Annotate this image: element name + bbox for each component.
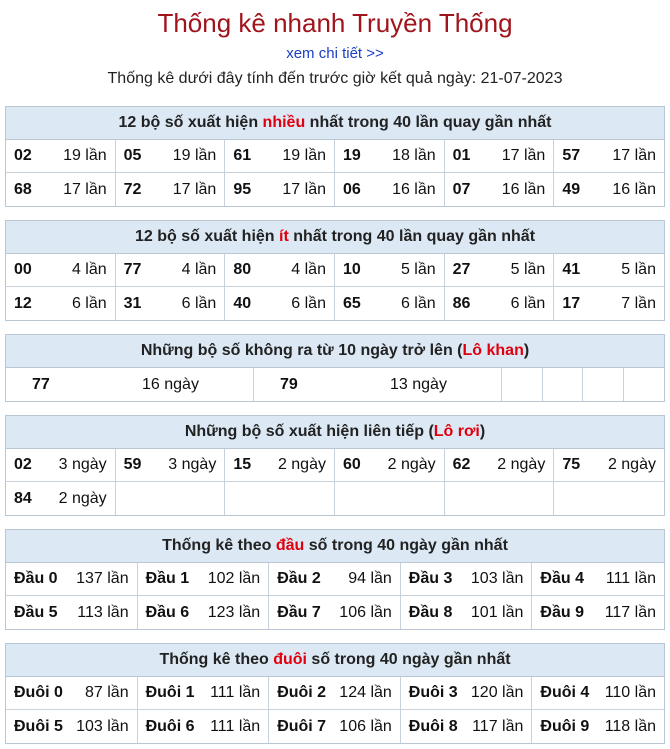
item-number: 60 <box>342 456 361 473</box>
item-count: 4 lần <box>71 261 107 278</box>
list-item <box>138 596 270 629</box>
item-count: 19 lần <box>63 147 107 164</box>
item-number: 12 <box>14 294 32 312</box>
item-number: 86 <box>452 294 471 312</box>
item-number: Đuôi 6 <box>145 717 195 735</box>
item-count: 5 lần <box>510 261 546 278</box>
list-item <box>269 596 401 629</box>
item-number: 59 <box>123 456 142 473</box>
item-count: 111 lần <box>210 717 261 735</box>
item-number: Đầu 3 <box>408 570 453 587</box>
item-count: 2 ngày <box>58 489 107 507</box>
item-count: 111 lần <box>210 684 261 701</box>
lo-roi-section <box>5 415 665 516</box>
item-count: 6 lần <box>71 294 107 312</box>
item-count: 3 ngày <box>168 456 217 473</box>
empty-cell <box>335 482 445 515</box>
section-title: Những bộ số không ra từ 10 ngày trở lên (Lô khan) <box>6 335 664 368</box>
stats-grid <box>6 254 664 320</box>
item-number: 77 <box>32 375 50 393</box>
item-count: 5 lần <box>400 261 436 278</box>
item-count: 120 lần <box>470 684 524 701</box>
item-number: 72 <box>123 180 142 198</box>
item-count: 2 ngày <box>387 456 436 473</box>
section-title: Thống kê theo đuôi số trong 40 ngày gần nhất <box>6 644 664 677</box>
list-item <box>6 563 138 596</box>
item-number: Đầu 7 <box>277 603 321 621</box>
item-count: 17 lần <box>501 147 546 164</box>
item-number: Đuôi 1 <box>145 684 195 701</box>
list-item <box>6 140 116 173</box>
item-count: 123 lần <box>207 603 261 621</box>
item-count: 4 lần <box>181 261 217 278</box>
list-item <box>445 449 555 482</box>
item-number: 19 <box>342 147 361 164</box>
item-number: Đuôi 5 <box>14 717 63 735</box>
list-item <box>225 140 335 173</box>
list-item <box>554 449 664 482</box>
item-number: Đầu 1 <box>145 570 190 587</box>
list-item <box>116 449 226 482</box>
item-count: 106 lần <box>339 717 392 735</box>
item-count: 4 lần <box>291 261 326 278</box>
item-number: 49 <box>562 180 581 198</box>
item-count: 2 ngày <box>607 456 656 473</box>
item-count: 6 lần <box>291 294 326 312</box>
item-count: 2 ngày <box>277 456 326 473</box>
item-number: 00 <box>14 261 32 278</box>
item-count: 6 lần <box>400 294 436 312</box>
list-item <box>554 173 664 206</box>
list-item <box>138 710 270 743</box>
empty-cell <box>445 482 555 515</box>
empty-cell <box>554 482 664 515</box>
item-number: 79 <box>280 375 298 393</box>
list-item <box>532 710 664 743</box>
empty-cell <box>624 368 665 401</box>
list-item <box>532 563 664 596</box>
item-number: Đuôi 2 <box>277 684 327 701</box>
item-count: 19 lần <box>282 147 326 164</box>
item-count: 7 lần <box>621 294 656 312</box>
list-item <box>138 563 270 596</box>
item-number: 10 <box>342 261 361 278</box>
list-item <box>445 140 555 173</box>
item-number: 62 <box>452 456 471 473</box>
list-item <box>554 254 664 287</box>
list-item <box>401 563 533 596</box>
item-count: 13 ngày <box>390 375 447 393</box>
item-number: 41 <box>562 261 581 278</box>
item-number: Đuôi 4 <box>540 684 590 701</box>
empty-cell <box>583 368 624 401</box>
item-number: Đuôi 3 <box>408 684 458 701</box>
list-item <box>335 140 445 173</box>
item-number: 07 <box>452 180 471 198</box>
item-count: 101 lần <box>470 603 524 621</box>
item-number: Đầu 9 <box>540 603 584 621</box>
item-number: Đầu 0 <box>14 570 58 587</box>
empty-cell <box>502 368 543 401</box>
list-item <box>335 254 445 287</box>
list-item <box>6 173 116 206</box>
item-count: 3 ngày <box>58 456 107 473</box>
list-item <box>6 482 116 515</box>
page-subtitle: Thống kê dưới đây tính đến trước giờ kết quả ngày: 21-07-2023 <box>107 70 563 87</box>
list-item <box>116 140 226 173</box>
lo-khan-section <box>5 334 665 402</box>
item-count: 137 lần <box>76 570 129 587</box>
item-count: 113 lần <box>77 603 129 621</box>
item-number: 01 <box>452 147 471 164</box>
item-count: 87 lần <box>85 684 129 701</box>
item-number: Đầu 6 <box>145 603 190 621</box>
item-count: 118 lần <box>604 717 656 735</box>
stats-grid <box>6 368 664 401</box>
item-count: 111 lần <box>605 570 656 587</box>
item-count: 16 lần <box>612 180 656 198</box>
item-number: 57 <box>562 147 581 164</box>
item-number: 77 <box>123 261 142 278</box>
view-details-link[interactable]: xem chi tiết >> <box>286 45 384 62</box>
list-item <box>335 287 445 320</box>
stats-grid <box>6 677 664 743</box>
list-item <box>401 596 533 629</box>
stats-grid <box>6 140 664 206</box>
list-item <box>269 677 401 710</box>
item-count: 18 lần <box>392 147 436 164</box>
list-item <box>225 449 335 482</box>
stats-grid <box>6 563 664 629</box>
section-title: Những bộ số xuất hiện liên tiếp (Lô rơi) <box>6 416 664 449</box>
list-item <box>445 254 555 287</box>
item-count: 16 ngày <box>142 375 199 393</box>
item-count: 6 lần <box>181 294 217 312</box>
list-item <box>254 368 502 401</box>
item-number: Đầu 2 <box>277 570 321 587</box>
list-item <box>6 287 116 320</box>
least-frequent-section <box>5 220 665 321</box>
list-item <box>225 173 335 206</box>
item-count: 110 lần <box>604 684 656 701</box>
item-number: 80 <box>233 261 252 278</box>
list-item <box>6 677 138 710</box>
item-number: 27 <box>452 261 471 278</box>
list-item <box>445 287 555 320</box>
item-number: Đầu 8 <box>408 603 453 621</box>
empty-cell <box>116 482 226 515</box>
item-count: 17 lần <box>612 147 656 164</box>
item-count: 19 lần <box>172 147 217 164</box>
item-number: 40 <box>233 294 252 312</box>
item-count: 103 lần <box>76 717 129 735</box>
item-count: 106 lần <box>339 603 392 621</box>
head-digit-section <box>5 529 665 630</box>
item-count: 117 lần <box>472 717 524 735</box>
item-number: Đuôi 8 <box>408 717 458 735</box>
list-item <box>138 677 270 710</box>
most-frequent-section <box>5 106 665 207</box>
list-item <box>554 140 664 173</box>
item-count: 117 lần <box>604 603 656 621</box>
list-item <box>6 449 116 482</box>
list-item <box>225 287 335 320</box>
list-item <box>6 254 116 287</box>
item-count: 124 lần <box>339 684 392 701</box>
item-number: 65 <box>342 294 361 312</box>
list-item <box>225 254 335 287</box>
item-number: Đuôi 9 <box>540 717 590 735</box>
list-item <box>116 173 226 206</box>
item-number: Đuôi 7 <box>277 717 327 735</box>
list-item <box>445 173 555 206</box>
item-number: Đầu 5 <box>14 603 58 621</box>
item-number: 02 <box>14 147 32 164</box>
list-item <box>116 254 226 287</box>
list-item <box>532 596 664 629</box>
item-count: 102 lần <box>207 570 261 587</box>
item-count: 94 lần <box>348 570 392 587</box>
item-number: Đầu 4 <box>540 570 584 587</box>
list-item <box>6 710 138 743</box>
item-count: 2 ngày <box>497 456 546 473</box>
empty-cell <box>543 368 584 401</box>
item-number: 02 <box>14 456 32 473</box>
list-item <box>6 596 138 629</box>
item-number: 84 <box>14 489 32 507</box>
item-number: 95 <box>233 180 252 198</box>
list-item <box>335 173 445 206</box>
item-count: 16 lần <box>392 180 436 198</box>
list-item <box>269 710 401 743</box>
item-count: 17 lần <box>63 180 107 198</box>
item-number: 31 <box>123 294 142 312</box>
item-number: 68 <box>14 180 32 198</box>
tail-digit-section <box>5 643 665 744</box>
item-number: 61 <box>233 147 252 164</box>
list-item <box>401 710 533 743</box>
list-item <box>335 449 445 482</box>
item-number: Đuôi 0 <box>14 684 63 701</box>
item-count: 103 lần <box>470 570 524 587</box>
page-title: Thống kê nhanh Truyền Thống <box>157 8 513 38</box>
list-item <box>6 368 254 401</box>
item-number: 05 <box>123 147 142 164</box>
item-count: 6 lần <box>510 294 546 312</box>
list-item <box>401 677 533 710</box>
list-item <box>116 287 226 320</box>
item-number: 15 <box>233 456 252 473</box>
item-number: 17 <box>562 294 581 312</box>
list-item <box>269 563 401 596</box>
item-count: 16 lần <box>501 180 546 198</box>
item-count: 17 lần <box>172 180 217 198</box>
item-count: 17 lần <box>282 180 326 198</box>
item-number: 75 <box>562 456 581 473</box>
item-number: 06 <box>342 180 361 198</box>
item-count: 5 lần <box>621 261 656 278</box>
section-title: 12 bộ số xuất hiện ít nhất trong 40 lần quay gần nhất <box>6 221 664 254</box>
section-title: Thống kê theo đầu số trong 40 ngày gần nhất <box>6 530 664 563</box>
list-item <box>554 287 664 320</box>
list-item <box>532 677 664 710</box>
stats-grid <box>6 449 664 515</box>
empty-cell <box>225 482 335 515</box>
section-title: 12 bộ số xuất hiện nhiều nhất trong 40 lần quay gần nhất <box>6 107 664 140</box>
